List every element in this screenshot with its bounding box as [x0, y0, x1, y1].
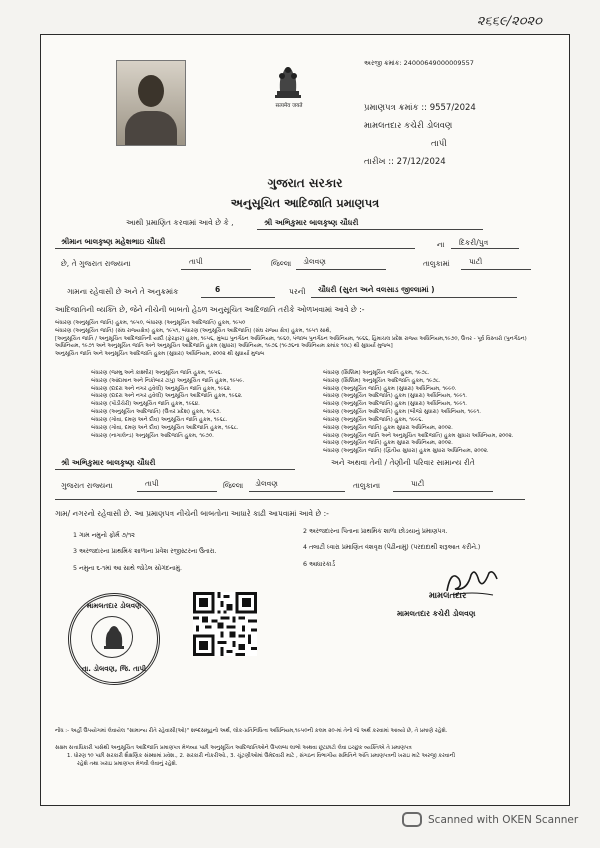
document-item: 5 નમુના ૬-૧માં આ સાથે જોડેલ સોગંદનામું.	[73, 564, 182, 572]
order-line: અનુસૂચિત જાતિ અને અનુસૂચિત આદિજાતિ હુકમ (સુધારા) અધિનિયમ, ૨૦૦૨ થી સુધાર્યા મુજબ	[55, 351, 265, 358]
order-item: બંધારણ (અનુસૂચિત જાતિ) (દ્વિતીય સુધારા) હુકમ સુધારા અધિનિયમ, ૨૦૦૨.	[323, 448, 489, 455]
order-item: બંધારણ (ગોવા, દમણ અને દીવ) અનુસૂચિત આદિજાતિ હુકમ, ૧૯૬૮.	[91, 424, 239, 431]
scanner-logo-icon	[402, 812, 422, 827]
person-name-2: શ્રી અભિકુમાર બાલકૃષ્ણ ચૌધરી	[61, 458, 156, 467]
dolvan-value: ડોલવણ	[303, 257, 326, 266]
documents-right	[303, 524, 565, 573]
jilla-label: જિલ્લા	[271, 259, 292, 268]
person-name: શ્રી અભિકુમાર બાલકૃષ્ણ ચૌધરી	[264, 218, 359, 227]
order-item: બંધારણ (અનુસૂચિત જાતિ) હુકમ સુધારા અધિનિયમ, ૨૦૦૨.	[323, 440, 453, 447]
order-item: બંધારણ (અનુસૂચિત આદિજાતિ) હુકમ (સુધારા) અધિનિયમ, ૧૯૯૧.	[323, 393, 467, 400]
orders-left-list	[91, 370, 301, 440]
official-seal	[68, 593, 160, 685]
office-line-2: તાપી	[431, 139, 447, 149]
village-value: પાટી	[469, 257, 483, 266]
document-item: 3 અરજદારના પ્રાથમિક શાળાના પ્રવેશ રજીસ્ટરના ઉતારા.	[73, 548, 217, 556]
order-item: બંધારણ (આંદામાન અને નિકોબાર ટાપુ) અનુસૂચિત જાતિ હુકમ, ૧૯૫૯.	[91, 377, 245, 384]
document-item: 1 ગામ નમુનો ફોર્મ ૭/૧૨	[73, 532, 135, 539]
order-line: બંધારણ (અનુસૂચિત જાતિ) (સંઘ રાજ્યક્ષેત્ર) હુકમ, ૧૯૫૧, બંધારણ (અનુસૂચિત આદિજાતિ) (સંઘ રાજ્ય ક્ષેત્ર) હુકમ, ૧૯૫૧ સાથે,	[55, 327, 332, 334]
date-label: તારીખ ::	[364, 157, 394, 167]
certificate-number: 9557/2024	[429, 103, 476, 113]
jilla-label-2: જિલ્લા	[223, 481, 244, 490]
orders-paragraph	[55, 320, 560, 359]
seal-top-text: મામલતદાર ડોલવણ	[86, 602, 142, 610]
order-item: બંધારણ (અનુસૂચિત આદિજાતિ) હુકમ (સુધારા) અધિનિયમ, ૧૯૯૧.	[323, 401, 467, 408]
order-item: બંધારણ (અનુસૂચિત આદિજાતિ) હુકમ (બીજો સુધારા) અધિનિયમ, ૧૯૯૧.	[323, 409, 481, 416]
purpose-line: સક્ષમ સત્તાધિકારી પાસેથી અનુસૂચિત આદિજાતિ પ્રમાણપત્ર મેળવ્યા પછી અનુસૂચિત આદિજાતિઓને ઉપલબ્ધ લાભો અથવા છૂટછાટો લેવા ઇચ્છુક વ્યક્તિએ તે પ્રમાણપત્ર	[55, 745, 412, 751]
seal-bottom-text: તા. ડોલવણ, જિ. તાપી	[81, 665, 147, 673]
documents-left	[73, 528, 303, 577]
recognized-line: આદિજાતિની વ્યક્તિ છે, જેને નીચેની બાબતો હેઠળ અનુસૂચિત આદિજાતિ તરીકે ઓળખવામાં આવે છે :-	[55, 305, 365, 314]
order-item: બંધારણ (પોંડીચેરી) અનુસૂચિત જાતિ હુકમ, ૧૯૬૪.	[91, 401, 200, 408]
certificate-number-label: પ્રમાણપત્ર ક્રમાંક ::	[364, 103, 427, 113]
issue-date: 27/12/2024	[396, 157, 446, 167]
handwritten-reference: ૨૬૬૯/૨૦૨૦	[476, 14, 542, 29]
order-item: બંધારણ (નાગાલેન્ડ) અનુસૂચિત આદિજાતિ હુકમ, ૧૯૭૦.	[91, 432, 214, 439]
district-value: તાપી	[189, 257, 203, 266]
serial-number: 6	[215, 285, 221, 294]
order-item: બંધારણ (અનુસૂચિત જાતિ) હુકમ (સુધારા) અધિનિયમ, ૧૯૯૦.	[323, 385, 457, 392]
date-row	[364, 157, 446, 167]
order-item: બંધારણ (દાદરા અને નગર હવેલી) અનુસૂચિત જાતિ હુકમ, ૧૯૬૨.	[91, 385, 232, 392]
relation: દિકરી/પુત્ર	[459, 238, 489, 247]
village-value-2: પાટી	[411, 479, 425, 488]
na-label: ના	[437, 240, 445, 249]
qr-code-icon	[193, 592, 257, 656]
order-item: બંધારણ (સિક્કિમ) અનુસૂચિત જાતિ હુકમ, ૧૯૭૮.	[323, 370, 430, 376]
application-number: અરજી ક્રમાંક: 24000649000009557	[364, 59, 474, 67]
family-line: અને અથવા તેની / તેણીની પરિવાર સામાન્ય રીતે	[331, 458, 475, 467]
document-item: 6 આધારકાર્ડ	[303, 560, 336, 568]
certificate-page	[40, 34, 570, 806]
order-item: બંધારણ (દાદરા અને નગર હવેલી) અનુસૂચિત આદિજાતિ હુકમ, ૧૯૬૨.	[91, 393, 243, 400]
certificate-title: અનુસૂચિત આદિજાતિ પ્રમાણપત્ર	[230, 196, 380, 210]
order-item: બંધારણ (અનુસૂચિત જાતિ અને અનુસૂચિત આદિજાતિ) હુકમ સુધારા અધિનિયમ, ૨૦૦૨.	[323, 432, 514, 439]
scanner-text: Scanned with OKEN Scanner	[428, 813, 579, 826]
government-title: ગુજરાત સરકાર	[267, 176, 343, 190]
dolvan-value-2: ડોલવણ	[255, 479, 278, 488]
document-item: 4 તલાટી ધ્વારા પ્રમાણિત વંશવૃક્ષ (પેઢીનામું) (પરદાદાથી શરૂઆત કરીને.)	[303, 544, 481, 552]
order-line: બંધારણ (અનુસૂચિત જાતિ) હુકમ, ૧૯૫૦, બંધારણ (અનુસૂચિત આદિજાતિ) હુકમ, ૧૯૫૦	[55, 320, 246, 326]
order-item: બંધારણ (સિક્કિમ) અનુસૂચિત આદિજાતિ હુકમ, ૧૯૭૮.	[323, 377, 441, 384]
emblem-caption: सत्यमेव जयते	[275, 103, 303, 109]
signatory-office: મામલતદાર કચેરી ડોલવણ	[397, 609, 476, 618]
scanner-watermark	[402, 812, 578, 827]
district-value-2: તાપી	[145, 479, 159, 488]
parti-label: પરની	[289, 287, 306, 296]
order-item: બંધારણ (જમ્મુ અને કાશ્મીર) અનુસૂચિત જાતિ હુકમ, ૧૯૫૬.	[91, 370, 223, 376]
order-line: [અનુસૂચિત જાતિ / અનુસૂચિત આદિજાતિની યાદી (ફેરફાર) હુકમ, ૧૯૫૬, મુંબઇ પુનર્ગઠન અધિનિયમ, ૧૯૬૦, પંજાબ પુનર્ગઠન અધિનિયમ, ૧૯૬૬, હિમાચલ પ્રદેશ રાજ્ય અધિનિયમ,૧૯૭૦, ઉત્તર - પૂર્વ વિસ્તારો (પુનર્ગઠન)	[55, 335, 527, 342]
state-line	[61, 259, 131, 269]
state-line-prefix: છે, તે ગુજરાત રાજ્યના	[61, 259, 131, 268]
purpose-section	[55, 745, 565, 768]
certificate-number-row	[364, 103, 476, 113]
order-item: બંધારણ (અનુસૂચિત જાતિ) હુકમ સુધારા અધિનિયમ, ૨૦૦૨.	[323, 424, 453, 431]
order-item: બંધારણ (અનુસૂચિત આદિજાતિ) હુકમ, ૧૯૯૬.	[323, 416, 424, 423]
office-line-1: મામલતદાર કચેરી ડોલવણ	[364, 121, 453, 131]
order-item: બંધારણ (અનુસૂચિત આદિજાતિ) (ઉત્તર પ્રદેશ) હુકમ, ૧૯૬૭.	[91, 409, 221, 416]
village-line: ગામના રહેવાસી છે અને તે અનુક્રમાંક	[67, 287, 179, 296]
orders-right-list	[323, 370, 559, 456]
certify-text: આથી પ્રમાણિત કરવામાં આવે છે કે ,	[126, 218, 234, 227]
note-line: નોંધ :- અહીં ઉપયોગમાં લેવાયેલ "સામાન્ય રીતે રહેવાસી(ઓ)" શબ્દસમૂહનો અર્થ, લોક-પ્રતિનિધિત્વ અધિનિયમ,૧૯૫૦ની કલમ ૨૦-માં તેનો જે અર્થ કરવામાં આવ્યો છે, તે પ્રમાણે રહેશે.	[55, 728, 448, 734]
national-emblem-icon	[271, 61, 305, 101]
purpose-line: 1. ધોરણ ૧૦ પછી સરકારી શૈક્ષણિક સંસ્થામાં પ્રવેશ., 2. સરકારી નોકરીઓ., 3. ચૂંટણીઓમાં ઉમેદવારી માટે , સંગઠન વિભાગીય સમિતિને અંતિ પ્રમાણપત્રની ખરાઇ માટે અરજી કરવાની	[67, 752, 456, 759]
document-item: 2 અરજદારના પિતાના પ્રાથમિક શાળા છોડયાનું પ્રમાણપત્ર.	[303, 528, 448, 535]
seal-emblem-icon	[101, 622, 127, 652]
applicant-photo	[116, 60, 186, 146]
taluka-label-2: તાલુકાના	[353, 481, 381, 490]
signatory-title: મામલતદાર	[429, 591, 467, 601]
state-line-2: ગુજરાત રાજ્યના	[61, 481, 113, 490]
order-line: અધિનિયમ, ૧૯૭૧ અને અનુસૂચિત જાતિ અને અનુસૂચિત આદિજાતિ હુકમ (સુધારા) અધિનિયમ, ૧૯૭૬ (૧૯૭૬ના અધિનિયમ ક્રમાંક ૧૦૮) થી સુધાર્યા મુજબ]	[55, 343, 393, 350]
taluka-label: તાલુકામાં	[423, 259, 450, 268]
tribe-name: ચૌધરી (સુરત અને વલસાડ જીલ્લામાં )	[318, 285, 435, 294]
order-item: બંધારણ (ગોવા, દમણ અને દીવ) અનુસૂચિત જાતિ હુકમ, ૧૯૬૮.	[91, 416, 228, 423]
father-name: શ્રીમાન બાલકૃષ્ણ મહેશભાઇ ચૌધરી	[61, 237, 166, 246]
basis-line: ગામ/ નગરનો રહેવાસી છે. આ પ્રમાણપત્ર નીચેની બાબતોના આધારે કાઢી આપવામાં આવે છે :-	[55, 509, 329, 518]
purpose-line: રહેશે તથા ખરાઇ પ્રમાણપત્ર મેળવી લેવાનું રહેશે.	[77, 760, 178, 767]
